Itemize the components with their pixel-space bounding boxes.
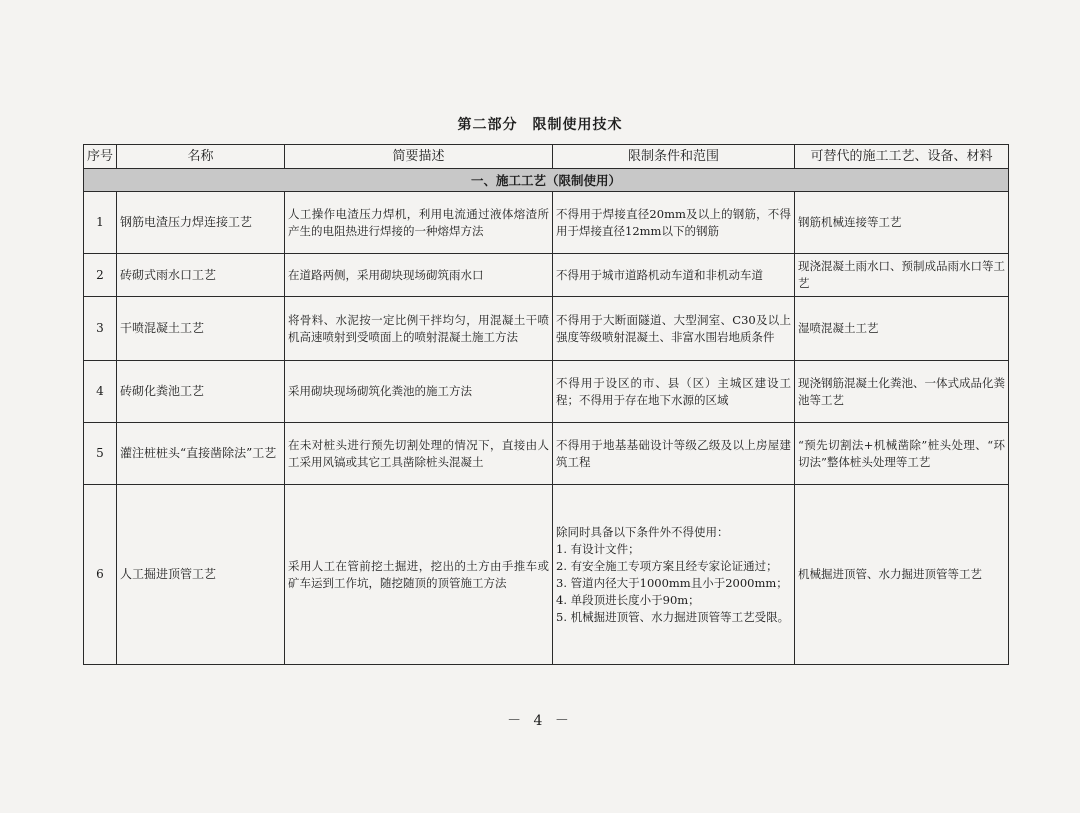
page-title: 第二部分 限制使用技术 [457, 117, 623, 133]
table-row [84, 297, 1009, 361]
table-row [84, 423, 1009, 485]
header-number: 序号 [84, 145, 117, 169]
condition-item: 4. 单段顶进长度小于90m； [556, 592, 700, 607]
table-row [84, 485, 1009, 665]
page-number: － 4 － [507, 713, 573, 729]
row-description: 将骨料、水泥按一定比例干拌均匀，用混凝土干喷机高速喷射到受喷面上的喷射混凝土施工方法 [285, 297, 553, 361]
header-alternative: 可替代的施工工艺、设备、材料 [795, 145, 1009, 169]
header-description: 简要描述 [285, 145, 553, 169]
table-row [84, 192, 1009, 254]
row-name: 砖砌式雨水口工艺 [117, 254, 285, 297]
row-restriction: 不得用于地基基础设计等级乙级及以上房屋建筑工程 [553, 423, 795, 485]
row-number: 1 [84, 192, 117, 254]
condition-item: 5. 机械掘进顶管、水力掘进顶管等工艺受限。 [556, 609, 790, 624]
row-alternative: 现浇钢筋混凝土化粪池、一体式成品化粪池等工艺 [795, 361, 1009, 423]
row-alternative: “预先切割法+机械凿除”桩头处理、“环切法”整体桩头处理等工艺 [795, 423, 1009, 485]
row-name: 钢筋电渣压力焊连接工艺 [117, 192, 285, 254]
row-number: 3 [84, 297, 117, 361]
row-alternative: 机械掘进顶管、水力掘进顶管等工艺 [795, 485, 1009, 665]
row-restriction: 不得用于大断面隧道、大型洞室、C30及以上强度等级喷射混凝土、非富水围岩地质条件 [553, 297, 795, 361]
row-description: 在道路两侧，采用砌块现场砌筑雨水口 [285, 254, 553, 297]
row-restriction: 不得用于焊接直径20mm及以上的钢筋，不得用于焊接直径12mm以下的钢筋 [553, 192, 795, 254]
row-alternative: 钢筋机械连接等工艺 [795, 192, 1009, 254]
header-restriction: 限制条件和范围 [553, 145, 795, 169]
condition-item: 3. 管道内径大于1000mm且小于2000mm； [556, 575, 788, 590]
row-alternative: 湿喷混凝土工艺 [795, 297, 1009, 361]
row-name: 人工掘进顶管工艺 [117, 485, 285, 665]
row-number: 5 [84, 423, 117, 485]
row-number: 2 [84, 254, 117, 297]
row-alternative: 现浇混凝土雨水口、预制成品雨水口等工艺 [795, 254, 1009, 297]
section-row [84, 169, 1009, 192]
row-description: 采用砌块现场砌筑化粪池的施工方法 [285, 361, 553, 423]
header-name: 名称 [117, 145, 285, 169]
row-name: 干喷混凝土工艺 [117, 297, 285, 361]
condition-item: 2. 有安全施工专项方案且经专家论证通过； [556, 558, 778, 573]
row-restriction: 不得用于城市道路机动车道和非机动车道 [553, 254, 795, 297]
row-name: 灌注桩桩头“直接凿除法”工艺 [117, 423, 285, 485]
row-name: 砖砌化粪池工艺 [117, 361, 285, 423]
table-row [84, 254, 1009, 297]
section-title: 一、施工工艺（限制使用） [84, 169, 1009, 192]
row-number: 4 [84, 361, 117, 423]
restricted-technology-table [83, 144, 1009, 665]
row-description: 在未对桩头进行预先切割处理的情况下，直接由人工采用风镐或其它工具凿除桩头混凝土 [285, 423, 553, 485]
row-restriction [553, 485, 795, 665]
row-restriction: 不得用于设区的市、县（区）主城区建设工程；不得用于存在地下水源的区域 [553, 361, 795, 423]
row-number: 6 [84, 485, 117, 665]
condition-intro: 除同时具备以下条件外不得使用： [556, 524, 729, 539]
table-header-row [84, 145, 1009, 169]
table-row [84, 361, 1009, 423]
row-description: 人工操作电渣压力焊机，利用电流通过液体熔渣所产生的电阻热进行焊接的一种熔焊方法 [285, 192, 553, 254]
row-description: 采用人工在管前挖土掘进，挖出的土方由手推车或矿车运到工作坑，随挖随顶的顶管施工方法 [285, 485, 553, 665]
condition-item: 1. 有设计文件； [556, 541, 640, 556]
